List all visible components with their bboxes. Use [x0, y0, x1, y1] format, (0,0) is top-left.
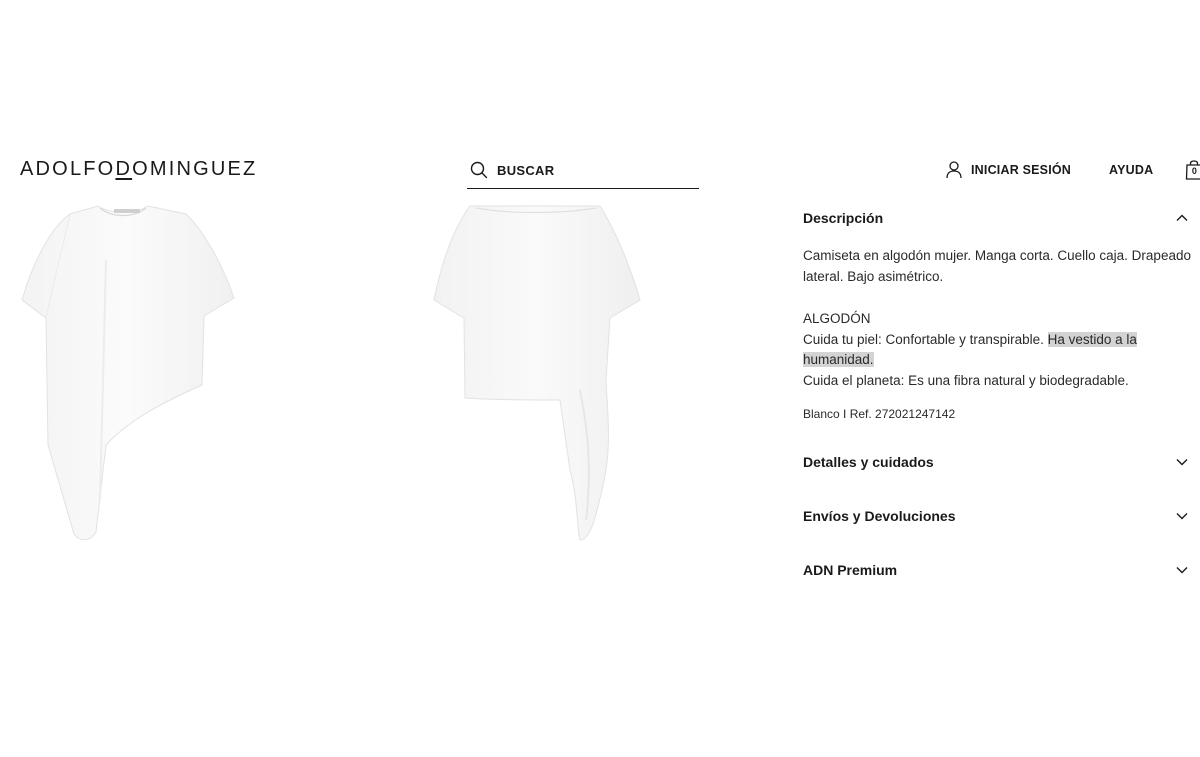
help-link[interactable]: AYUDA [1109, 163, 1154, 177]
accordion-details-title: Detalles y cuidados [803, 454, 934, 470]
logo-text-part2: OMINGUEZ [132, 158, 258, 180]
material-label: ALGODÓN [803, 311, 871, 326]
care-text-main: Cuida tu piel: Confortable y transpirable. [803, 331, 1048, 347]
product-info-panel [803, 200, 1191, 597]
accordion-shipping[interactable] [803, 489, 1191, 543]
product-image-back[interactable] [430, 200, 645, 545]
search-input[interactable] [497, 163, 677, 178]
brand-logo[interactable] [20, 158, 257, 181]
login-label: INICIAR SESIÓN [971, 163, 1072, 177]
logo-text-part1: ADOLFO [20, 158, 116, 180]
care-text [803, 330, 1191, 371]
logo-text-underlined: D [115, 158, 133, 180]
description-text: Camiseta en algodón mujer. Manga corta. Cuello caja. Drapeado lateral. Bajo asimétrico. [803, 248, 1191, 284]
care-text-highlight: Ha vestido a la humanidad. [803, 331, 1137, 367]
accordion-details[interactable] [803, 435, 1191, 489]
accordion-description-header[interactable] [803, 200, 1191, 236]
user-icon [946, 161, 962, 179]
chevron-up-icon[interactable] [1175, 211, 1189, 225]
description-body [803, 246, 1191, 391]
accordion-shipping-title: Envíos y Devoluciones [803, 508, 956, 524]
header-actions [946, 160, 1200, 180]
chevron-down-icon[interactable] [1175, 509, 1189, 523]
chevron-down-icon[interactable] [1175, 563, 1189, 577]
accordion-description-title: Descripción [803, 210, 884, 226]
accordion-adn-premium[interactable] [803, 543, 1191, 597]
search-icon[interactable] [469, 160, 489, 180]
accordion-adn-premium-title: ADN Premium [803, 562, 898, 578]
login-button[interactable] [946, 161, 1071, 179]
chevron-down-icon[interactable] [1175, 455, 1189, 469]
planet-text: Cuida el planeta: Es una fibra natural y biodegradable. [803, 372, 1129, 388]
search-bar[interactable] [467, 152, 699, 189]
product-image-front[interactable] [18, 200, 238, 545]
cart-count: 0 [1191, 166, 1197, 176]
product-reference: Blanco I Ref. 272021247142 [803, 407, 956, 421]
cart-button[interactable] [1185, 160, 1200, 180]
